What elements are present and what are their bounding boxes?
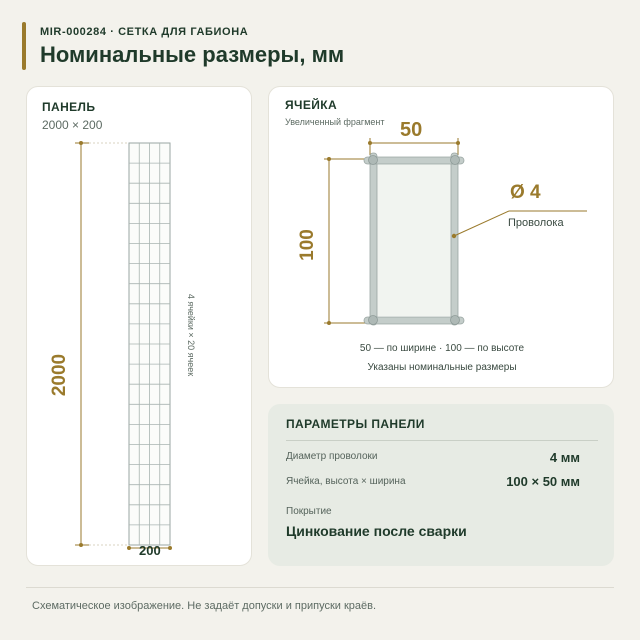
param-coating-label: Покрытие (286, 506, 332, 517)
cell-wire-left (370, 153, 377, 325)
wire-leader-line (454, 211, 509, 236)
params-divider (286, 440, 598, 441)
params-card (268, 404, 614, 566)
wire-caption: Проволока (508, 217, 564, 229)
cell-wire-right (451, 153, 458, 325)
panel-grid-note: 4 ячейки × 20 ячеек (186, 293, 196, 377)
panel-width-dim-dot-right (168, 546, 172, 550)
param-wire-diameter-value: 4 мм (549, 450, 580, 465)
panel-width-label: 200 (139, 543, 161, 558)
cell-weld-node (451, 156, 460, 165)
cell-height-label: 100 (297, 229, 318, 261)
cell-heading: ЯЧЕЙКА (285, 98, 338, 112)
panel-mesh (129, 143, 170, 545)
cell-wire-bottom (364, 317, 464, 324)
param-cell-size-value: 100 × 50 мм (506, 474, 580, 489)
footer-divider (26, 587, 614, 588)
wire-diameter-label: Ø 4 (510, 182, 541, 203)
panel-card (26, 86, 252, 566)
panel-height-label-wrap (45, 345, 75, 405)
params-heading: ПАРАМЕТРЫ ПАНЕЛИ (286, 417, 425, 431)
cell-fill (373, 164, 455, 316)
param-cell-size-label: Ячейка, высота × ширина (286, 476, 406, 487)
cell-note-nominal: Указаны номинальные размеры (367, 362, 517, 373)
cell-note-dimensions: 50 — по ширине · 100 — по высоте (359, 343, 525, 354)
param-coating-value: Цинкование после сварки (286, 523, 467, 539)
panel-grid-note-wrap (177, 235, 205, 435)
page-title: Номинальные размеры, мм (40, 42, 345, 67)
product-sku: MIR-000284 · СЕТКА ДЛЯ ГАБИОНА (40, 26, 249, 38)
panel-drawing (27, 87, 253, 567)
cell-card (268, 86, 614, 388)
footer-note: Схематическое изображение. Не задаёт допуски и припуски краёв. (32, 600, 377, 612)
panel-height-label: 2000 (49, 353, 70, 397)
cell-weld-node (369, 316, 378, 325)
panel-heading: ПАНЕЛЬ (42, 100, 96, 114)
cell-subheading: Увеличенный фрагмент (285, 117, 385, 127)
cell-height-label-wrap (293, 225, 323, 265)
param-wire-diameter-label: Диаметр проволоки (286, 451, 378, 462)
panel-size: 2000 × 200 (42, 118, 103, 132)
cell-wire-top (364, 157, 464, 164)
accent-bar (22, 22, 26, 70)
cell-width-label: 50 (400, 119, 423, 141)
cell-weld-node (369, 156, 378, 165)
panel-width-dim-dot-left (127, 546, 131, 550)
panel-height-dim-dot-bottom (79, 543, 83, 547)
panel-height-dim-dot-top (79, 141, 83, 145)
cell-weld-node (451, 316, 460, 325)
